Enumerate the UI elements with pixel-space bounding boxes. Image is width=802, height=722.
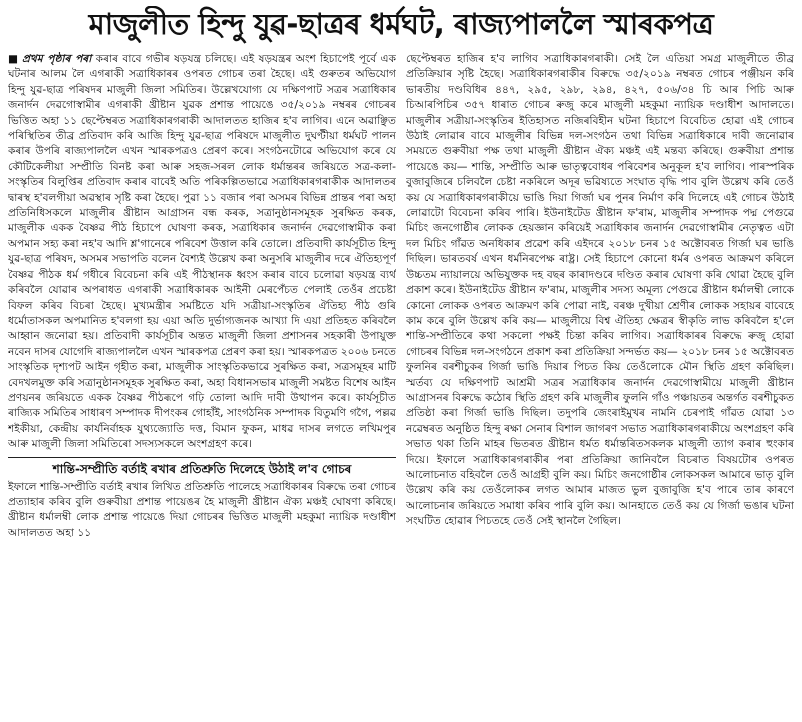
article-paragraph-2: ইফালে শান্তি-সম্প্ৰীতি বৰ্তাই ৰখাৰ লিখিত প্ৰতিশ্ৰুতি পালেহে সত্ৰাধিকাৰৰ বিৰুদ্ধে তৰা গোচৰ প্ৰত্যাহাৰ কৰিব বুলি গুৰুবীয়া প্ৰশান্ত পায়েঙৰ হৈ মাজুলী খ্ৰীষ্টান ঐক্য মঞ্চই ঘোষণা কৰিছে। খ্ৰীষ্টান ধৰ্মালম্বী লোক প্ৰশান্ত পায়েঙে দিয়া গোচৰৰ ভিত্তিত মাজুলী মহকুমা ন্যায়িক দণ্ডাধীশ আদালতত অহা ১১ — [8, 480, 396, 539]
article-text-1: কৰাৰ বাবে গভীৰ ষড়যন্ত্ৰ চলিছে। এই ষড়যন্ত্ৰৰ অংশ হিচাপেই পূৰ্বে এক ঘটনাৰ আলম লৈ এগৰাকী সত্ৰাধিকাৰৰ ওপৰত গোচৰ তৰা হৈছে। এই গুৰুতৰ অভিযোগ হিন্দু যুৱ-ছাত্ৰ পৰিষদৰ মাজুলী জিলা সমিতিৰ। উল্লেখযোগ্য যে দক্ষিণপাট সত্ৰৰ সত্ৰাধিকাৰ জনাৰ্দন দেৱগোস্বামীৰ এগৰাকী খ্ৰীষ্টান যুৱক প্ৰশান্ত পায়েঙে ৩৫/২০১৯ নম্বৰৰ গোচৰৰ ভিত্তিত অহা ১১ ছেপ্টেম্বৰত সত্ৰাধিকাৰগৰাকী আদালতত হাজিৰ হ'ব লাগিব। এনে অৱাঞ্ছিত পৰিস্থিতিৰ তীব্ৰ প্ৰতিবাদ কৰি আজি হিন্দু যুৱ-ছাত্ৰ পৰিষদে মাজুলীত দুঘণ্টীয়া ধৰ্মঘট পালন কৰাৰ উপৰি ৰাজ্যপাললৈ এখন স্মাৰকপত্ৰও প্ৰেৰণ কৰে। সংগঠনটোৱে অভিযোগ কৰে যে কৌটিকেলীয়া সম্প্ৰীতি বিনষ্ট কৰা আৰু সহজ-সৰল লোক ধৰ্মান্তৰৰ জৰিয়তে সত্ৰ-কলা-সংস্কৃতিৰ বিলুপ্তিৰ প্ৰতিবাদ কৰাৰ বাবেই অতি পৰিকল্পিতভাৱে সত্ৰাধিকাৰগৰাকীক আদালতৰ দ্বাৰস্থ হ'বলগীয়া অৱস্থাৰ সৃষ্টি কৰা হৈছে। পুৱা ১১ বজাৰ পৰা অসমৰ বিভিন্ন প্ৰান্তৰ পৰা অহা প্ৰতিনিধিসকলে মাজুলীৰ খ্ৰীষ্টান আগ্ৰাসন বন্ধ কৰক, সত্ৰানুষ্ঠানসমূহক সুৰক্ষিত কৰক, মাজুলীক একক বৈষ্ণৱ পীঠ হিচাপে ঘোষণা কৰক, সত্ৰাধিকাৰ জনাৰ্দন দেৱগোস্বামীক কৰা অপমান সহ্য কৰা নহ'ব আদি শ্ল'গানেৰে পৰিবেশ উত্তাল কৰি তোলে। প্ৰতিবাদী কাৰ্যসূচীত হিন্দু যুৱ-ছাত্ৰ পৰিষদ, অসমৰ সভাপতি বলেন বৈশ্যই উল্লেখ কৰা অনুসৰি মাজুলীৰ দৰে ঐতিহ্যপূৰ্ণ বৈষ্ণৱ পীঠক ধৰ্ম গধীৰে বিবেচনা কৰি এই পীঠস্থানক ধ্বংস কৰাৰ বাবে চলোৱা ষড়যন্ত্ৰ ব্যৰ্থ কৰিবলৈ যোৱাৰ অপৰাধত এগৰাকী সত্ৰাধিকাৰক আইনী মেৰপেঁচত পেলাই তেওঁৰ প্ৰচেষ্টা বিফল কৰিব বিচৰা হৈছে। মুখ্যমন্ত্ৰীৰ সমষ্টিতে যদি সত্ৰীয়া-সংস্কৃতিৰ ঐতিহ্য পীঠ গুৰি ধৰ্মোতাসকল অপমানিত হ'বলগা হয় এয়া অতি দুৰ্ভাগ্যজনক আখ্যা দি এয়া প্ৰতিহত কৰিবলৈ আহ্বান জনোৱা হয়। প্ৰতিবাদী কাৰ্যসূচীৰ অন্তত মাজুলী জিলা প্ৰশাসনৰ সহকাৰী উপায়ুক্ত নবেন দাসৰ যোগেদি ৰাজ্যপাললৈ এখন স্মাৰকপত্ৰ প্ৰেৰণ কৰা হয়। স্মাৰকপত্ৰত ২০০৬ চনতে সাংস্কৃতিক দৃশ্যপট আইন গৃহীত কৰা, মাজুলীক সাংস্কৃতিকভাৱে সুৰক্ষিত কৰা, সত্ৰসমূহৰ মাটি বেদখলমুক্ত কৰি সত্ৰানুষ্ঠানসমূহক সুৰক্ষিত কৰা, অহা বিধানসভাৰ মাজুলী সমষ্টত বিশেষ আইন প্ৰণয়নৰ জৰিয়তে একক বৈষ্ণৱ পীঠৰূপে গঢ়ি তোলা আদি দাবী উত্থাপন কৰে। কাৰ্যসূচীত ৰাজ্যিক সমিতিৰ সাধাৰণ সম্পাদক দীপংকৰ গোহাঁই, সাংগঠনিক সম্পাদক বিতুমণি গগৈ, পল্লৱ শইকীয়া, কেন্দ্ৰীয় কাৰ্যনিৰ্বাহক যুথ্যজ্যোতি দত্ত, বিমান ফুকন, মাধৱ দাসৰ লগতে লখিমপুৰ আৰু মাজুলী জিলা সমিতিৰো সদস্যসকলে অংশগ্ৰহণ কৰে। — [8, 53, 396, 451]
article-paragraph-1 — [8, 52, 396, 453]
column-left — [8, 52, 396, 716]
continuation-kicker: প্ৰথম পৃষ্ঠাৰ পৰা — [21, 53, 92, 65]
article-paragraph-3: ছেপ্টেম্বৰত হাজিৰ হ'ব লাগিব সত্ৰাধিকাৰগৰাকী। সেই লৈ এতিয়া সমগ্ৰ মাজুলীতে তীব্ৰ প্ৰতিক্ৰিয়াৰ সৃষ্টি হৈছে। সত্ৰাধিকাৰগৰাকীৰ বিৰুদ্ধে ৩৫/২০১৯ নম্বৰত গোচৰ পঞ্জীয়ন কৰি ভাৰতীয় দণ্ডবিধিৰ ৪৪৭, ২৯৫, ২৯৮, ২৯৪, ৪২৭, ৫০৬/৩৪ চি আৰ পিচি আৰু চিআৰপিচিৰ ৩৫৭ ধাৰাত গোচৰ ৰুজু কৰে মাজুলী মহকুমা ন্যায়িক দণ্ডাধীশ আদালতে। মাজুলীৰ সত্ৰীয়া-সংস্কৃতিৰ ইতিহাসত নজিৰবিহীন ঘটনা হিচাপে বিবেচিত হোৱা এই গোচৰ উঠাই লোৱাৰ বাবে মাজুলীৰ বিভিন্ন দল-সংগঠন তথা বিভিন্ন সত্ৰাধিকাৰে দাবী জনোৱাৰ সময়তে গুৰুবীয়া পক্ষ তথা মাজুলী খ্ৰীষ্টান ঐক্য মঞ্চই এই মন্তব্য কৰিছে। গুৰুবীয়া প্ৰশান্ত পায়েঙে কয়— শান্তি, সম্প্ৰীতি আৰু ভাতৃত্ববোধৰ পৰিবেশৰ অনুকূল হ'ব লাগিব। পাৰস্পৰিক বুজাবুজিৰে চলিবলৈ চেষ্টা নকৰিলে অদূৰ ভৱিষ্যতে সংঘাত বৃদ্ধি পাব বুলি উল্লেখ কৰি তেওঁ কয় যে সত্ৰাধিকাৰগৰাকীয়ে ভাঙি দিয়া গিৰ্জা ঘৰ পুনৰ নিৰ্মাণ কৰি দিলেহে এই গোচৰ উঠাই লোৱাটো বিবেচনা কৰিব পাৰি। ইউনাইটেড খ্ৰীষ্টান ফ'ৰাম, মাজুলীৰ সম্পাদক পদ্ম পেগুৱে মিচিং জনগোষ্ঠীৰ লোকক হেয়জ্ঞান কৰিয়েই সত্ৰাধিকাৰ জনাৰ্দন দেৱগোস্বামীৰ নেতৃত্বত এটা দল মিচিং গাঁৱত অনধিকাৰ প্ৰৱেশ কৰি এইদৰে ২০১৮ চনৰ ১৫ অক্টোবৰত গিৰ্জা ঘৰ ভাঙি দিছিল। ভাৰতবৰ্ষ এখন ধৰ্মনিৰপেক্ষ ৰাষ্ট্ৰ। সেই হিচাপে কোনো ধৰ্মৰ ওপৰত আক্ৰমণ কৰিলে উচ্চতম ন্যায়ালয়ে অভিযুক্তক দহ বছৰ কাৰাদণ্ডৰে দণ্ডিত কৰাৰ ঘোষণা কৰি থোৱা হৈছে বুলি প্ৰকাশ কৰে। ইউনাইটেড খ্ৰীষ্টান ফ'ৰাম, মাজুলীৰ সদস্য অমূল্য পেগুৱে খ্ৰীষ্টান ধৰ্মালম্বী লোকে কোনো লোকক ওপৰত আক্ৰমণ কৰি পোৱা নাই, বৰঞ্চ দুখীয়া শ্ৰেণীৰ লোকক সহায়ৰ বাবেহে কাম কৰে বুলি উল্লেখ কৰি কয়— মাজুলীয়ে বিশ্ব ঐতিহ্য ক্ষেত্ৰৰ স্বীকৃতি লাভ কৰিবলৈ হ'লে শান্তি-সম্প্ৰীতিৰে কথা সকলো পক্ষই চিন্তা কৰিব লাগিব। সত্ৰাধিকাৰৰ বিৰুদ্ধে ৰুজু হোৱা গোচৰৰ বিভিন্ন দল-সংগঠনে প্ৰকাশ কৰা প্ৰতিক্ৰিয়া সন্দৰ্ভত কয়— ২০১৮ চনৰ ১৫ অক্টোবৰত ফুলনিৰ বৰশীচুকৰ গিৰ্জা ভাঙি দিয়াৰ পিচত কিয় তেওঁলোকে মৌন স্থিতি গ্ৰহণ কৰিছিল। স্মৰ্তব্য যে দক্ষিণপাট আশ্ৰমী সত্ৰৰ সত্ৰাধিকাৰ জনাৰ্দন দেৱগোস্বামীয়ে মাজুলী খ্ৰীষ্টান আগ্ৰাসনৰ বিৰুদ্ধে কঠোৰ স্থিতি গ্ৰহণ কৰি মাজুলীৰ ফুলনি গাঁও পঞ্চায়তৰ অন্তৰ্গত বৰশীচুকত প্ৰতিষ্ঠা কৰা গিৰ্জা ভাঙি দিছিল। তদুপৰি জেংৰাইমুখৰ নামনি চেৰপাই গাঁৱত যোৱা ১৩ নৱেম্বৰত অনুষ্ঠিত হিন্দু ৰক্ষা সেনাৰ বিশাল জাগৰণ সভাত সত্ৰাধিকাৰগৰাকীয়ে অংশগ্ৰহণ কৰি সভাত থকা তিনি মাহৰ ভিতৰত খ্ৰীষ্টান ধৰ্মত ধৰ্মান্তৰিতসকলক মাজুলী ত্যাগ কৰাৰ হুংকাৰ দিয়ে। ইফালে সত্ৰাধিকাৰগৰাকীৰ পৰা প্ৰতিক্ৰিয়া জানিবলৈ বিচৰাত বিষয়টোৰ ওপৰত আলোচনাত বহিবলৈ তেওঁ আগ্ৰহী বুলি কয়। মিচিং জনগোষ্ঠীৰ লোকসকল আমাৰে ভাতৃ বুলি উল্লেখ কৰি কয় তেওঁলোকৰ লগত আমাৰ মাজত ভুল বুজাবুজি হ'ব পাৰে তাৰ কাৰণে আলোচনাৰ জৰিয়তে সমাধা কৰিব পাৰি বুলি কয়। আনহাতে তেওঁ কয় যে গিৰ্জা ভঙাৰ ঘটনা সংঘটিত হোৱাৰ পিচতহে তেওঁ সেই স্থানলৈ গৈছিল। — [406, 53, 794, 528]
headline: মাজুলীত হিন্দু যুৱ-ছাত্ৰৰ ধৰ্মঘট, ৰাজ্যপাললৈ স্মাৰকপত্ৰ — [88, 7, 714, 41]
subheading: শান্তি-সম্প্ৰীতি বৰ্তাই ৰখাৰ প্ৰতিশ্ৰুতি দিলেহে উঠাই ল'ব গোচৰ — [8, 457, 396, 477]
kicker-bullet-icon: ■ — [8, 53, 19, 65]
article-columns — [8, 52, 794, 716]
column-right — [406, 52, 794, 716]
